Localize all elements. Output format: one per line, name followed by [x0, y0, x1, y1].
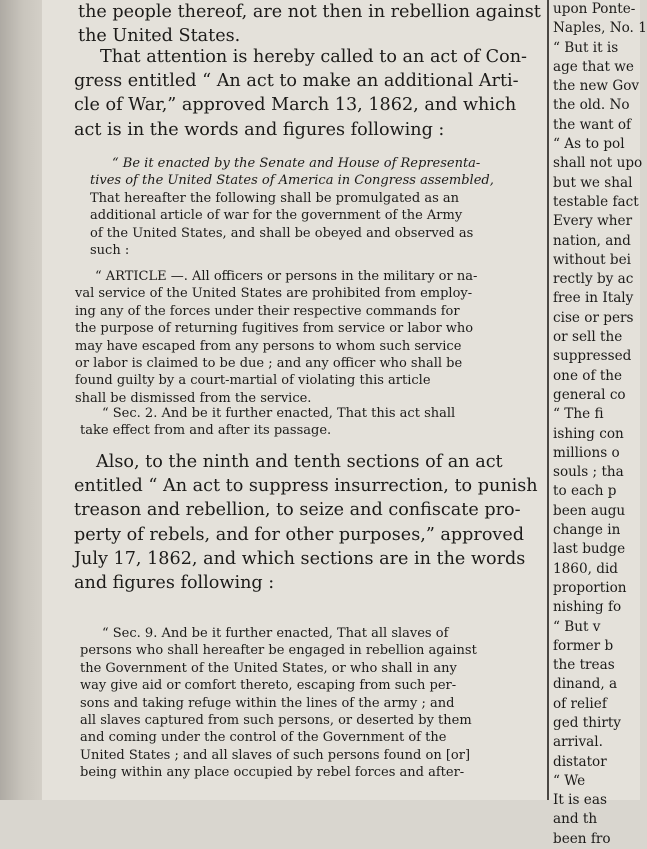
right-text-line: nishing fo: [553, 599, 622, 616]
right-text-line: been augu: [553, 502, 626, 519]
right-column-text: [553, 0, 647, 849]
text-line: “ Be it enacted by the Senate and House of Representa-: [112, 156, 481, 171]
text-line: ing any of the forces under their respective commands for: [75, 303, 460, 319]
right-text-line: 1860, did: [553, 560, 618, 577]
right-text-line: dinand, a: [553, 676, 618, 693]
text-line: act is in the words and figures following :: [74, 119, 445, 140]
right-text-line: the want of: [553, 116, 632, 133]
text-line: United States ; and all slaves of such persons found on [or]: [80, 747, 471, 763]
text-line: and coming under the control of the Government of the: [80, 730, 447, 746]
text-line: sons and taking refuge within the lines of the army ; and: [80, 695, 455, 711]
right-text-line: ishing con: [553, 425, 624, 442]
right-text-line: nation, and: [553, 232, 631, 249]
right-text-line: “ But v: [553, 618, 601, 635]
text-line: such :: [90, 243, 130, 259]
text-line: found guilty by a court-martial of violating this article: [75, 373, 431, 389]
right-text-line: age that we: [553, 58, 634, 75]
right-text-line: the new Gov: [553, 78, 640, 95]
text-line: July 17, 1862, and which sections are in the words: [74, 548, 526, 569]
right-text-line: arrival.: [553, 734, 603, 751]
text-line: and figures following :: [74, 573, 275, 594]
right-text-line: millions o: [553, 444, 620, 461]
text-line: way give aid or comfort thereto, escaping from such per-: [80, 678, 457, 694]
main-column: [70, 0, 545, 800]
text-line: cle of War,” approved March 13, 1862, and which: [74, 95, 517, 116]
text-line: “ Sec. 2. And be it further enacted, That this act shall: [102, 406, 456, 421]
quote-enacted: [90, 155, 494, 259]
paragraph-attention: [74, 45, 545, 142]
text-line: “ Sec. 9. And be it further enacted, That all slaves of: [102, 626, 449, 641]
right-text-line: the old. No: [553, 97, 630, 114]
right-text-line: former b: [553, 637, 614, 654]
right-text-line: souls ; tha: [553, 464, 624, 481]
right-text-line: Naples, No. 1: [553, 20, 647, 37]
right-text-line: Every wher: [553, 213, 633, 230]
right-text-line: but we shal: [553, 174, 633, 191]
right-text-line: change in: [553, 522, 621, 539]
right-text-line: free in Italy: [553, 290, 634, 307]
right-text-line: shall not upo: [553, 155, 643, 172]
text-line: of the United States, and shall be obeyed and observed as: [90, 225, 474, 241]
text-line: may have escaped from any persons to whom such service: [75, 338, 462, 354]
right-text-line: proportion: [553, 579, 627, 596]
text-line: That attention is hereby called to an act of Con-: [100, 47, 527, 67]
text-line: shall be dismissed from the service.: [75, 390, 312, 406]
right-text-line: distator: [553, 753, 607, 770]
paragraph-also: [74, 450, 538, 595]
text-line: tives of the United States of America in Congress assembled,: [90, 173, 494, 189]
text-line: additional article of war for the government of the Army: [90, 208, 463, 224]
text-line: perty of rebels, and for other purposes,” approved: [74, 524, 525, 545]
right-text-line: It is eas: [553, 792, 607, 809]
right-text-line: rectly by ac: [553, 271, 634, 288]
column-rule: [547, 0, 549, 800]
text-line: all slaves captured from such persons, or deserted by them: [80, 713, 472, 729]
text-line: val service of the United States are prohibited from employ-: [75, 286, 473, 302]
text-line: the United States.: [78, 26, 241, 47]
right-column: [553, 0, 647, 847]
right-text-line: or sell the: [553, 329, 623, 346]
text-line: the purpose of returning fugitives from service or labor who: [75, 321, 474, 337]
right-text-line: to each p: [553, 483, 617, 500]
right-text-line: been fro: [553, 830, 611, 847]
quote-sec9: [80, 625, 477, 782]
right-text-line: upon Ponte-: [553, 1, 636, 17]
right-text-line: of relief: [553, 695, 607, 712]
binding-gutter: [0, 0, 42, 800]
right-text-line: “ As to pol: [553, 136, 625, 153]
right-text-line: “ We: [553, 772, 586, 789]
text-line: That hereafter the following shall be promulgated as an: [90, 190, 459, 206]
right-text-line: “ But it is: [553, 39, 619, 56]
right-text-line: testable fact: [553, 193, 639, 210]
quote-article: [75, 268, 478, 407]
text-line: the people thereof, are not then in rebellion against: [78, 2, 541, 22]
text-line: treason and rebellion, to seize and confiscate pro-: [74, 500, 521, 521]
right-text-line: general co: [553, 386, 626, 403]
right-text-line: one of the: [553, 367, 623, 384]
text-line: being within any place occupied by rebel forces and after-: [80, 765, 465, 781]
right-text-line: ged thirty: [553, 714, 621, 731]
top-lines: [78, 0, 541, 48]
right-text-line: suppressed: [553, 348, 632, 365]
right-text-line: last budge: [553, 541, 626, 558]
right-text-line: “ The fi: [553, 406, 604, 423]
text-line: or labor is claimed to be due ; and any officer who shall be: [75, 356, 463, 372]
text-line: the Government of the United States, or who shall in any: [80, 660, 457, 676]
text-line: Also, to the ninth and tenth sections of an act: [96, 452, 503, 472]
quote-sec2: [80, 405, 455, 440]
text-line: “ ARTICLE —. All officers or persons in the military or na-: [95, 269, 478, 284]
text-line: persons who shall hereafter be engaged in rebellion against: [80, 643, 477, 659]
right-text-line: and th: [553, 811, 598, 828]
right-text-line: the treas: [553, 657, 615, 674]
text-line: entitled “ An act to suppress insurrection, to punish: [74, 476, 538, 497]
right-text-line: without bei: [553, 251, 632, 268]
text-line: take effect from and after its passage.: [80, 423, 332, 439]
right-text-line: cise or pers: [553, 309, 634, 326]
text-line: gress entitled “ An act to make an additional Arti-: [74, 71, 519, 92]
